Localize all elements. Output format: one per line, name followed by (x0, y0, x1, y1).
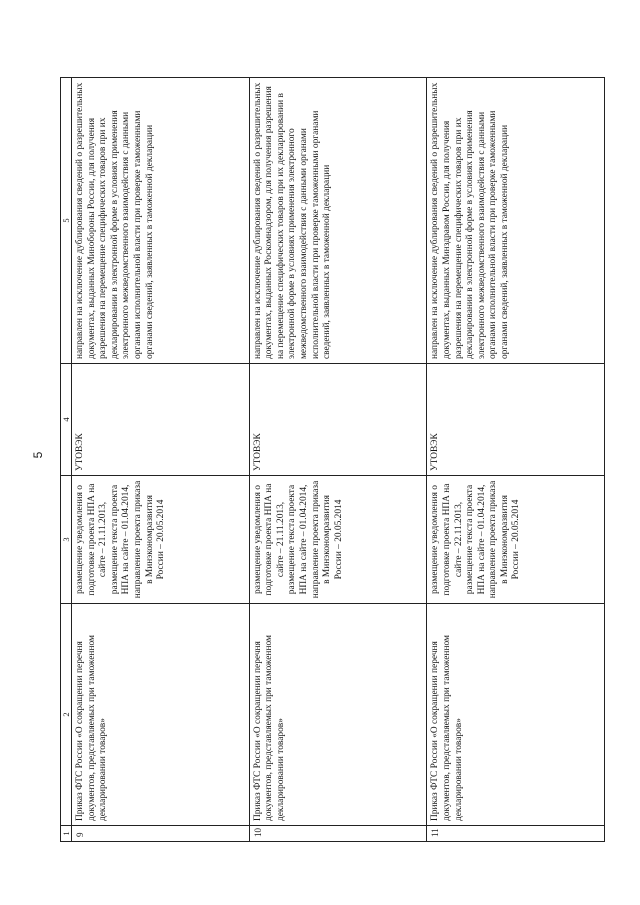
rotated-table-container (60, 77, 605, 842)
document-title: Приказ ФТС России «О сокращении перечня документов, представляемых при таможенном декларировании товаров» (427, 604, 605, 826)
table-row (427, 78, 605, 842)
document-title: Приказ ФТС России «О сокращении перечня документов, представляемых при таможенном декларировании товаров» (249, 604, 427, 826)
header-col-2: 2 (61, 604, 72, 826)
executor: УТОВЭК (249, 364, 427, 476)
page-number: 5 (31, 451, 45, 459)
result-description: направлен на исключение дублирования сведений о разрешительных документах, выданных Минобороны России, для получения разрешения на перемещение специфических товаров при их декларировании в электронной форме в условиях применения электронного межведомственного взаимодействия с данными органами исполнительной власти при проверке таможенными органами сведений, заявленных в таможенной декларации (72, 78, 250, 364)
stage-description: размещение уведомления о подготовке проекта НПА на сайте – 22.11.2013, размещение текста проекта НПА на сайте – 01.04.2014, направление проекта приказа в Минэкономразвития России – 20.05.2014 (427, 476, 605, 604)
result-description: направлен на исключение дублирования сведений о разрешительных документах, выданных Минздравом России, для получения разрешения на перемещение специфических товаров при их декларировании в электронной форме в условиях применения электронного межведомственного взаимодействия с данными органами исполнительной власти при проверке таможенными органами сведений, заявленных в таможенной декларации (427, 78, 605, 364)
measures-table (60, 77, 605, 842)
table-header-row (61, 78, 72, 842)
header-col-5: 5 (61, 78, 72, 364)
header-col-1: 1 (61, 826, 72, 842)
document-title: Приказ ФТС России «О сокращении перечня документов, представляемых при таможенном декларировании товаров» (72, 604, 250, 826)
stage-description: размещение уведомления о подготовке проекта НПА на сайте – 21.11.2013, размещение текста проекта НПА на сайте – 01.04.2014, направление проекта приказа в Минэкономразвития России – 20.05.2014 (249, 476, 427, 604)
executor: УТОВЭК (427, 364, 605, 476)
table-row (72, 78, 250, 842)
header-col-4: 4 (61, 364, 72, 476)
header-col-3: 3 (61, 476, 72, 604)
row-number: 10 (249, 826, 427, 842)
row-number: 9 (72, 826, 250, 842)
result-description: направлен на исключение дублирования сведений о разрешительных документах, выданных Роскомнадзором, для получения разрешения на перемещение специфических товаров при их декларировании в электронной форме в условиях применения электронного межведомственного взаимодействия с данными органами исполнительной власти при проверке таможенными органами сведений, заявленных в таможенной декларации (249, 78, 427, 364)
table-row (249, 78, 427, 842)
row-number: 11 (427, 826, 605, 842)
executor: УТОВЭК (72, 364, 250, 476)
stage-description: размещение уведомления о подготовке проекта НПА на сайте – 21.11.2013, размещение текста проекта НПА на сайте – 01.04.2014, направление проекта приказа в Минэкономразвития России – 20.05.2014 (72, 476, 250, 604)
